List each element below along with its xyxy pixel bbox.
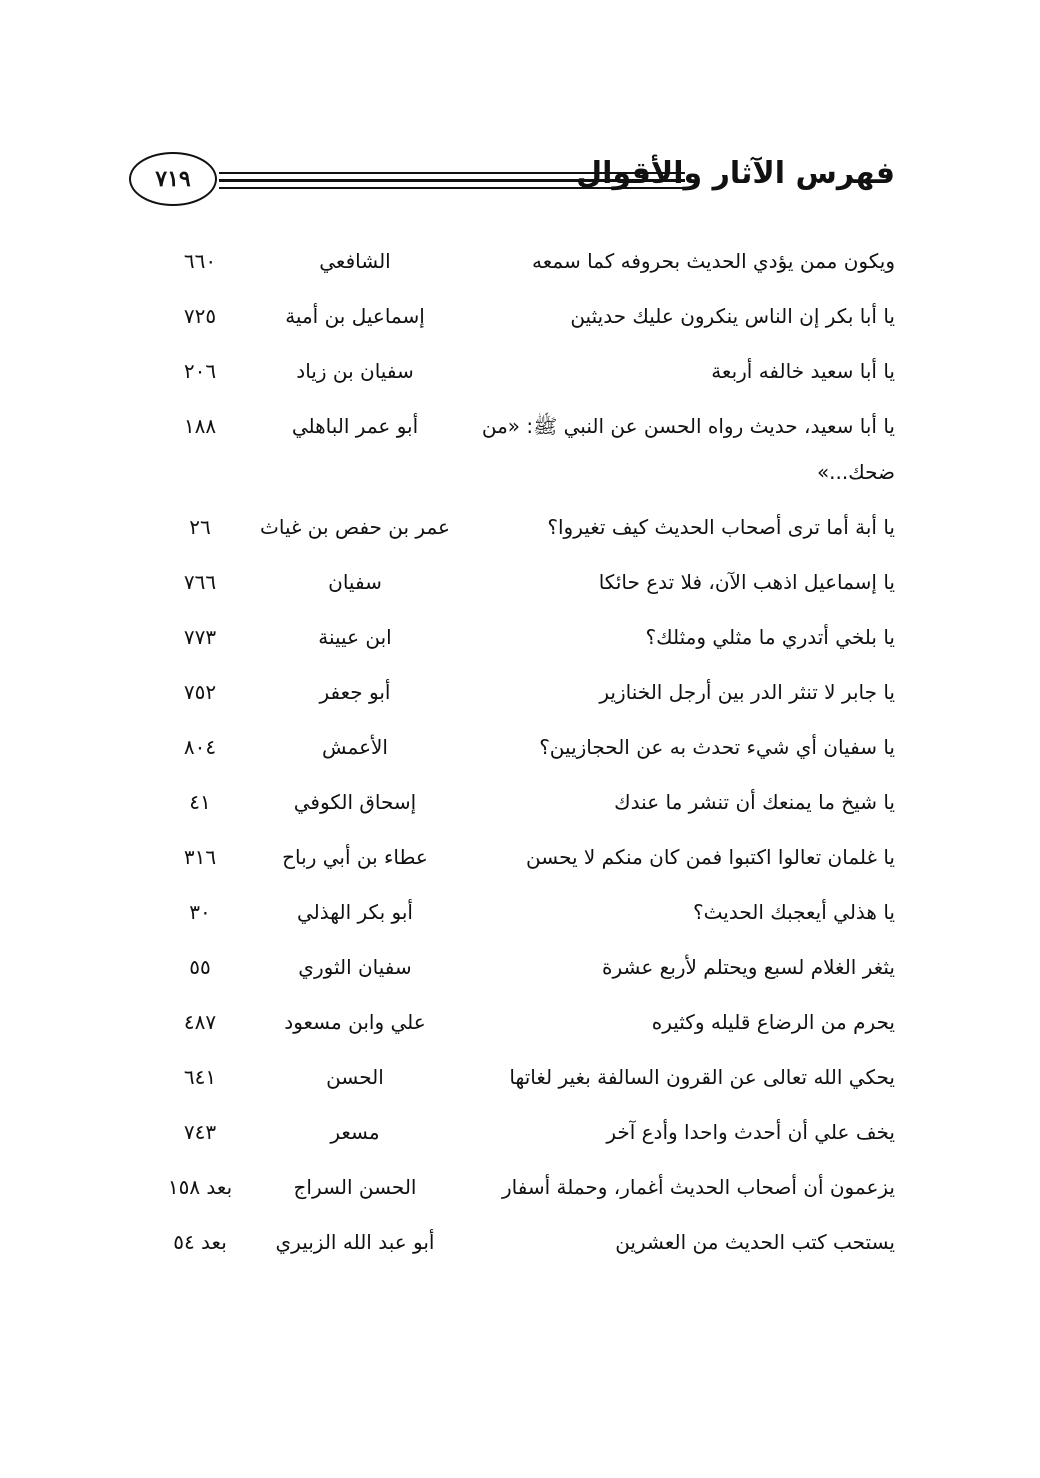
entry-attribution: أبو عمر الباهلي <box>291 414 419 438</box>
index-entry <box>145 1054 895 1100</box>
entry-quote: يحرم من الرضاع قليله وكثيره <box>651 1010 895 1034</box>
entry-page: ٧٥٢ <box>183 680 217 704</box>
entry-quote: يا سفيان أي شيء تحدث به عن الحجازيين؟ <box>539 735 895 759</box>
entry-attribution: الأعمش <box>322 735 388 759</box>
entry-page: ٧٦٦ <box>183 570 217 594</box>
entry-attribution: سفيان <box>328 570 382 594</box>
entry-quote: يا أبا بكر إن الناس ينكرون عليك حديثين <box>570 304 895 328</box>
entry-page: ٧٧٣ <box>183 625 217 649</box>
entry-quote: يستحب كتب الحديث من العشرين <box>615 1230 895 1254</box>
entry-attribution: أبو جعفر <box>319 680 391 704</box>
entry-quote: يا جابر لا تنثر الدر بين أرجل الخنازير <box>599 680 895 704</box>
entry-page: ٥٥ <box>189 955 211 979</box>
entry-attribution: مسعر <box>330 1120 380 1144</box>
entry-quote: يا إسماعيل اذهب الآن، فلا تدع حائكا <box>598 570 895 594</box>
index-entry <box>145 999 895 1045</box>
index-entry <box>145 403 895 495</box>
entry-attribution: علي وابن مسعود <box>284 1010 426 1034</box>
entry-attribution: عمر بن حفص بن غياث <box>260 515 450 539</box>
entry-page: ٦٦٠ <box>183 249 217 273</box>
entry-quote: يا هذلي أيعجبك الحديث؟ <box>693 900 895 924</box>
entry-attribution: ابن عيينة <box>318 625 392 649</box>
index-entry <box>145 559 895 605</box>
index-entry <box>145 779 895 825</box>
entry-attribution: إسماعيل بن أمية <box>285 304 425 328</box>
entry-attribution: الشافعي <box>319 249 391 273</box>
index-entry <box>145 614 895 660</box>
entry-attribution: أبو بكر الهذلي <box>297 900 413 924</box>
entry-page: ٤٨٧ <box>183 1010 217 1034</box>
index-entry <box>145 504 895 550</box>
entry-attribution: أبو عبد الله الزبيري <box>275 1230 435 1254</box>
entry-quote: يا شيخ ما يمنعك أن تنشر ما عندك <box>614 790 895 814</box>
index-entry <box>145 238 895 284</box>
entry-page: ٤١ <box>189 790 211 814</box>
page-header <box>125 150 895 210</box>
entry-page: ١٨٨ <box>183 414 217 438</box>
entry-attribution: إسحاق الكوفي <box>293 790 417 814</box>
entry-quote: ويكون ممن يؤدي الحديث بحروفه كما سمعه <box>532 249 895 273</box>
entry-page: ٣١٦ <box>183 845 217 869</box>
entry-page: ٧٤٣ <box>183 1120 217 1144</box>
entry-page: ٢٦ <box>189 515 211 539</box>
entry-page: ٦٤١ <box>183 1065 217 1089</box>
page-number: ٧١٩ <box>129 152 217 206</box>
entry-quote: يثغر الغلام لسبع ويحتلم لأربع عشرة <box>602 955 895 979</box>
entry-attribution: الحسن <box>326 1065 384 1089</box>
entry-attribution: عطاء بن أبي رباح <box>282 845 428 869</box>
entry-page: ٣٠ <box>189 900 211 924</box>
entry-quote: يا أبة أما ترى أصحاب الحديث كيف تغيروا؟ <box>547 515 895 539</box>
index-entry <box>145 348 895 394</box>
index-entry <box>145 293 895 339</box>
entry-quote: يا غلمان تعالوا اكتبوا فمن كان منكم لا يحسن <box>526 845 895 869</box>
entry-page: بعد ٥٤ <box>173 1230 227 1254</box>
index-entry <box>145 1109 895 1155</box>
entry-quote: يا أبا سعيد، حديث رواه الحسن عن النبي ﷺ: «من ضحك...» <box>481 414 895 484</box>
entry-page: بعد ١٥٨ <box>167 1175 233 1199</box>
entry-quote: يحكي الله تعالى عن القرون السالفة بغير لغاتها <box>509 1065 895 1089</box>
entry-attribution: سفيان الثوري <box>298 955 412 979</box>
index-entry <box>145 834 895 880</box>
entry-quote: يا أبا سعيد خالفه أربعة <box>711 359 895 383</box>
entry-page: ٢٠٦ <box>183 359 217 383</box>
entry-quote: يزعمون أن أصحاب الحديث أغمار، وحملة أسفار <box>501 1175 895 1199</box>
entry-attribution: الحسن السراج <box>293 1175 417 1199</box>
page-title: فهرس الآثار والأقوال <box>576 156 895 191</box>
index-entry <box>145 724 895 770</box>
index-entry <box>145 889 895 935</box>
entry-page: ٨٠٤ <box>183 735 217 759</box>
entry-attribution: سفيان بن زياد <box>296 359 414 383</box>
index-entry <box>145 669 895 715</box>
entry-page: ٧٢٥ <box>183 304 217 328</box>
index-entry <box>145 1219 895 1265</box>
entry-quote: يا بلخي أتدري ما مثلي ومثلك؟ <box>645 625 895 649</box>
index-entry <box>145 944 895 990</box>
index-entries <box>145 238 895 1274</box>
entry-quote: يخف علي أن أحدث واحدا وأدع آخر <box>606 1120 895 1144</box>
index-entry <box>145 1164 895 1210</box>
